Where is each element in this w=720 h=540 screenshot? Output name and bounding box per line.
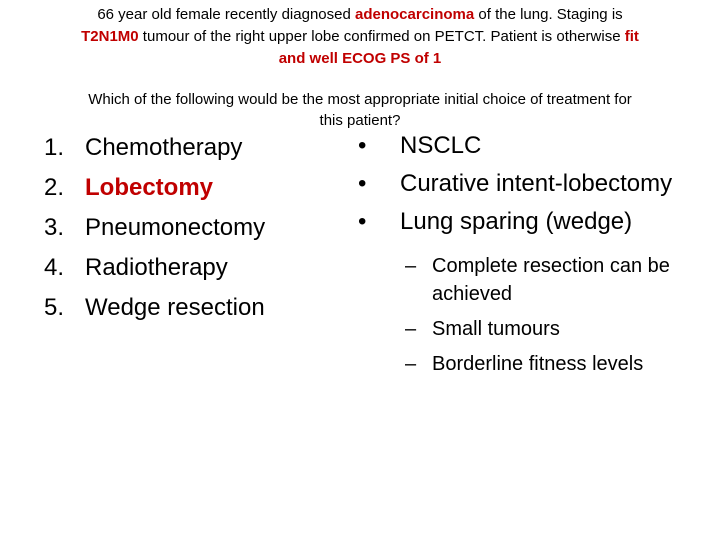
answer-options — [44, 128, 324, 328]
option-wedge-resection — [44, 288, 324, 328]
option-number: 1. — [44, 134, 65, 161]
case-text: of the lung. Staging is — [474, 6, 623, 23]
wedge-criteria — [358, 252, 708, 378]
note-curative-intent — [358, 166, 708, 202]
option-number: 2. — [44, 174, 65, 201]
option-lobectomy — [44, 168, 324, 208]
criterion-text: Small tumours — [432, 318, 560, 340]
option-label: Pneumonectomy — [85, 214, 266, 241]
option-label: Wedge resection — [85, 294, 265, 321]
dash-icon: – — [405, 318, 417, 340]
case-line-1 — [20, 4, 700, 26]
note-text: Curative intent-lobectomy — [400, 170, 673, 197]
diagnosis-highlight: adenocarcinoma — [355, 6, 475, 23]
option-chemotherapy — [44, 128, 324, 168]
dash-icon: – — [405, 353, 417, 375]
note-text: NSCLC — [400, 132, 482, 159]
dash-icon: – — [405, 255, 417, 277]
bullet-icon: • — [358, 170, 367, 197]
option-label: Chemotherapy — [85, 134, 243, 161]
note-nsclc — [358, 128, 708, 164]
option-pneumonectomy — [44, 208, 324, 248]
criterion-text: Borderline fitness levels — [432, 353, 644, 375]
performance-status-highlight: and well ECOG PS of 1 — [278, 50, 442, 67]
note-text: Lung sparing (wedge) — [400, 208, 633, 235]
case-description — [20, 4, 700, 70]
case-line-2 — [20, 26, 700, 48]
option-number: 4. — [44, 254, 65, 281]
option-label-correct: Lobectomy — [85, 174, 214, 201]
option-radiotherapy — [44, 248, 324, 288]
bullet-icon: • — [358, 208, 367, 235]
case-text: tumour of the right upper lobe confirmed on PETCT. Patient is otherwise — [138, 28, 625, 45]
staging-highlight: T2N1M0 — [81, 28, 139, 45]
question — [20, 89, 700, 131]
explanation-notes — [358, 128, 708, 385]
criterion-complete-resection — [358, 252, 708, 308]
criterion-small-tumours — [358, 315, 708, 343]
criterion-text: Complete resection can be achieved — [432, 255, 670, 305]
criterion-borderline-fitness — [358, 350, 708, 378]
option-number: 3. — [44, 214, 65, 241]
case-line-3 — [20, 48, 700, 70]
case-text: 66 year old female recently diagnosed — [97, 6, 355, 23]
question-line-2: this patient? — [319, 112, 401, 129]
question-line-1: Which of the following would be the most appropriate initial choice of treatment for — [88, 91, 632, 108]
fitness-highlight: fit — [624, 28, 639, 45]
option-number: 5. — [44, 294, 65, 321]
option-label: Radiotherapy — [85, 254, 228, 281]
note-lung-sparing — [358, 204, 708, 240]
bullet-icon: • — [358, 132, 367, 159]
